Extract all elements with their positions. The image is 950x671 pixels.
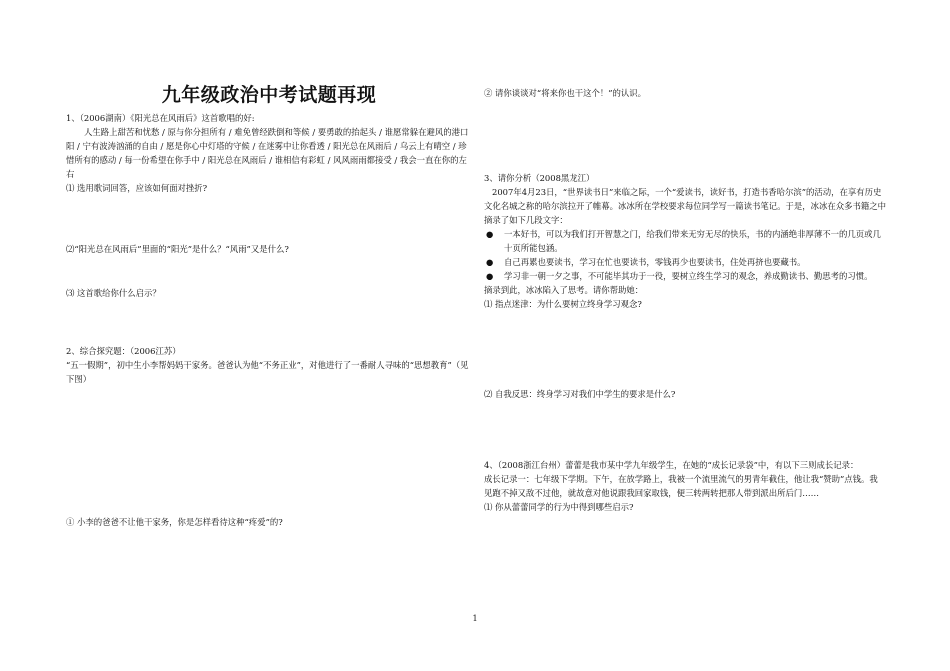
question-3-intro: 2007年4月23日，“世界读书日”来临之际，一个“爱读书，读好书，打造书香哈尔滨”的活动，在享有历史文化名城之称的哈尔滨拉开了帷幕。冰冰所在学校要求每位同学写一篇读书笔记。于是，冰冰在众多书籍之中摘录了如下几段文字： xyxy=(484,187,886,225)
question-4 xyxy=(484,458,886,514)
list-item: ● 学习非一朝一夕之事，不可能毕其功于一役，要树立终生学习的观念，养成勤读书、勤思考的习惯。 xyxy=(486,271,873,281)
question-2-heading: 2、综合探究题：（2006江苏） xyxy=(66,346,181,356)
question-3-sub-2: ⑵ 自我反思：终身学习对我们中学生的要求是什么? xyxy=(484,389,676,399)
bullet-icon: ● xyxy=(486,271,494,281)
bullet-icon: ● xyxy=(486,229,494,239)
question-2-sub-2: ② 请你谈谈对“将来你也干这个！”的认识。 xyxy=(484,88,646,98)
list-item: ● 自己再累也要读书，学习在忙也要读书，零钱再少也要读书，住处再挤也要藏书。 xyxy=(486,257,806,267)
growth-record-1: 成长记录一：七年级下学期。下午，在放学路上，我被一个流里流气的男青年截住，他让我“赞助”点钱。我见跑不掉又敌不过他，就故意对他说跟我回家取钱，便三转两转把那人带到派出所后门…… xyxy=(484,474,878,498)
question-3-sub-1: ⑴ 指点迷津：为什么要树立终身学习观念? xyxy=(484,299,642,309)
page-number: 1 xyxy=(472,614,478,623)
question-3-heading: 3、请你分析（2008黑龙江） xyxy=(484,173,595,183)
question-4-heading: 4、（2008浙江台州）蕾蕾是我市某中学九年级学生，在她的“成长记录袋”中，有以下三则成长记录： xyxy=(484,460,859,470)
question-1-sub-2: ⑵“阳光总在风雨后”里面的“阳光”是什么？“风雨”又是什么? xyxy=(66,244,289,254)
question-4-sub-1: ⑴ 你从蕾蕾同学的行为中得到哪些启示? xyxy=(484,502,634,512)
list-item: ● 一本好书，可以为我们打开智慧之门，给我们带来无穷无尽的快乐，书的内涵绝非厚薄不一的几页或几十页所能包涵。 xyxy=(486,229,881,253)
question-1-sub-1: ⑴ 选用歌词回答，应该如何面对挫折? xyxy=(66,183,208,193)
question-3 xyxy=(484,171,886,311)
question-2-text: “五一假期”，初中生小李帮妈妈干家务。爸爸认为他“不务正业”，对他进行了一番耐人寻味的“思想教育”（见下图） xyxy=(66,360,469,384)
question-1 xyxy=(66,111,472,195)
question-3-after: 摘录到此，冰冰陷入了思考。请你帮助她： xyxy=(484,285,644,295)
question-1-heading: 1、（2006湖南）《阳光总在风雨后》这首歌唱的好: xyxy=(66,113,255,123)
bullet-icon: ● xyxy=(486,257,494,267)
question-2 xyxy=(66,344,472,386)
song-lyrics: 人生路上甜苦和忧愁 / 原与你分担所有 / 难免曾经跌倒和等候 / 要勇敢的抬起头 / 谁愿常躲在避风的港口阳 / 宁有波涛汹涌的自由 / 愿是你心中灯塔的守候 / 在迷雾中让你看透 / 阳光总在风雨后 / 乌云上有晴空 / 珍惜所有的感动 / 每一份希望在你手中 / 阳光总在风雨后 / 谁相信有彩虹 / 风风雨雨都接受 / 我会一直在你的左右 xyxy=(66,127,469,179)
page-title: 九年级政治中考试题再现 xyxy=(161,84,377,106)
question-1-sub-3: ⑶ 这首歌给你什么启示？ xyxy=(66,288,161,298)
question-2-sub-1: ① 小李的爸爸不让他干家务，你是怎样看待这种“疼爱”的? xyxy=(66,517,283,527)
